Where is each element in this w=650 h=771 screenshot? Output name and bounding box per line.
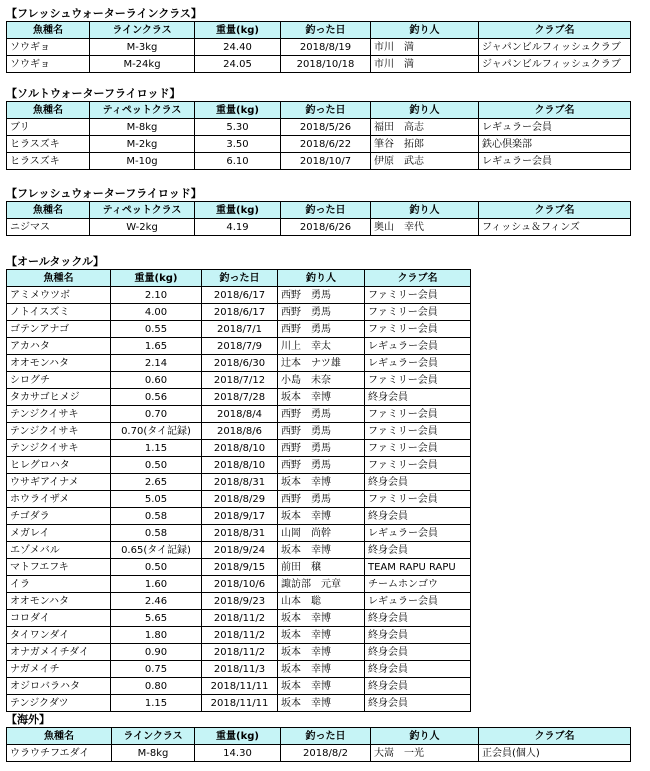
table-cell: 終身会員 — [365, 474, 471, 491]
table-row — [7, 627, 471, 644]
table-cell: 0.56 — [111, 389, 202, 406]
table-cell: ウラウチフエダイ — [7, 745, 112, 762]
table-cell: M-10g — [90, 153, 195, 170]
table-cell: 2018/6/17 — [202, 287, 278, 304]
table-cell: 2018/8/2 — [281, 745, 371, 762]
table-cell: M-24kg — [90, 56, 195, 73]
table-cell: 2018/8/31 — [202, 474, 278, 491]
table-cell: M-8kg — [112, 745, 195, 762]
header-date: 釣った日 — [202, 270, 278, 287]
header-date: 釣った日 — [281, 728, 371, 745]
table-cell: 0.58 — [111, 508, 202, 525]
table-cell: 1.60 — [111, 576, 202, 593]
table-cell: 2018/8/19 — [281, 39, 371, 56]
table-cell: 坂本 幸博 — [278, 661, 365, 678]
table-cell: ホウライザメ — [7, 491, 111, 508]
table-row — [7, 457, 471, 474]
table-cell: M-8kg — [90, 119, 195, 136]
table-cell: ファミリー会員 — [365, 491, 471, 508]
table-cell: 0.58 — [111, 525, 202, 542]
table-cell: 坂本 幸博 — [278, 474, 365, 491]
table-cell: 西野 勇馬 — [278, 321, 365, 338]
table-cell: 西野 勇馬 — [278, 406, 365, 423]
table-cell: 0.90 — [111, 644, 202, 661]
table-header-row — [7, 270, 471, 287]
table-cell: 坂本 幸博 — [278, 695, 365, 712]
table-cell: ナガメイチ — [7, 661, 111, 678]
table-cell: ノトイスズミ — [7, 304, 111, 321]
table-row — [7, 542, 471, 559]
table-cell: 2018/11/11 — [202, 678, 278, 695]
table-cell: ジャパンビルフィッシュクラブ — [479, 56, 631, 73]
table-row — [7, 136, 631, 153]
table-cell: 坂本 幸博 — [278, 389, 365, 406]
table-cell: 2018/11/2 — [202, 627, 278, 644]
table-cell: TEAM RAPU RAPU — [365, 559, 471, 576]
records-table — [6, 21, 631, 73]
section-title: 【オールタックル】 — [6, 255, 105, 268]
table-cell: チームホンゴウ — [365, 576, 471, 593]
section-saltwater-fly-rod — [6, 86, 631, 170]
table-cell: 正会員(個人) — [479, 745, 631, 762]
records-table — [6, 201, 631, 236]
table-cell: 1.15 — [111, 695, 202, 712]
table-cell: 2018/6/22 — [281, 136, 371, 153]
table-cell: ファミリー会員 — [365, 304, 471, 321]
table-cell: 坂本 幸博 — [278, 644, 365, 661]
header-weight: 重量(kg) — [111, 270, 202, 287]
table-cell: 0.80 — [111, 678, 202, 695]
header-species: 魚種名 — [7, 22, 90, 39]
table-cell: 4.00 — [111, 304, 202, 321]
table-header-row — [7, 728, 631, 745]
header-date: 釣った日 — [281, 202, 371, 219]
table-cell: ヒラスズキ — [7, 136, 90, 153]
table-cell: 24.40 — [195, 39, 281, 56]
table-cell: 2.14 — [111, 355, 202, 372]
table-cell: ニジマス — [7, 219, 90, 236]
table-cell: ソウギョ — [7, 39, 90, 56]
table-cell: 2018/11/3 — [202, 661, 278, 678]
table-cell: 西野 勇馬 — [278, 287, 365, 304]
table-cell: ヒラスズキ — [7, 153, 90, 170]
table-cell: M-2kg — [90, 136, 195, 153]
header-weight: 重量(kg) — [195, 102, 281, 119]
table-cell: 2018/8/10 — [202, 457, 278, 474]
table-row — [7, 745, 631, 762]
table-row — [7, 389, 471, 406]
table-cell: 坂本 幸博 — [278, 610, 365, 627]
table-cell: タカサゴヒメジ — [7, 389, 111, 406]
table-cell: オオモンハタ — [7, 593, 111, 610]
table-row — [7, 661, 471, 678]
header-angler: 釣り人 — [278, 270, 365, 287]
table-cell: 2018/9/23 — [202, 593, 278, 610]
table-cell: 0.65(タイ記録) — [111, 542, 202, 559]
table-row — [7, 593, 471, 610]
table-cell: ブリ — [7, 119, 90, 136]
table-cell: 5.65 — [111, 610, 202, 627]
table-cell: エゾメバル — [7, 542, 111, 559]
table-cell: 2018/11/2 — [202, 610, 278, 627]
table-row — [7, 406, 471, 423]
header-date: 釣った日 — [281, 22, 371, 39]
header-species: 魚種名 — [7, 728, 112, 745]
table-cell: 2018/8/4 — [202, 406, 278, 423]
table-cell: 坂本 幸博 — [278, 678, 365, 695]
table-row — [7, 678, 471, 695]
table-cell: 2.65 — [111, 474, 202, 491]
table-cell: 0.70(タイ記録) — [111, 423, 202, 440]
table-cell: 2018/5/26 — [281, 119, 371, 136]
table-row — [7, 644, 471, 661]
table-cell: 2.46 — [111, 593, 202, 610]
table-header-row — [7, 202, 631, 219]
table-row — [7, 440, 471, 457]
table-cell: テンジクイサキ — [7, 423, 111, 440]
table-cell: 市川 満 — [371, 39, 479, 56]
header-line-class: ラインクラス — [112, 728, 195, 745]
table-cell: 14.30 — [195, 745, 281, 762]
table-cell: 2018/6/26 — [281, 219, 371, 236]
table-cell: 終身会員 — [365, 644, 471, 661]
section-all-tackle — [6, 254, 471, 712]
table-cell: 山本 聡 — [278, 593, 365, 610]
table-cell: M-3kg — [90, 39, 195, 56]
table-cell: 2018/8/6 — [202, 423, 278, 440]
table-cell: 0.50 — [111, 559, 202, 576]
table-cell: 2018/10/18 — [281, 56, 371, 73]
table-cell: 終身会員 — [365, 389, 471, 406]
table-cell: ファミリー会員 — [365, 321, 471, 338]
table-cell: 西野 勇馬 — [278, 423, 365, 440]
table-cell: ウサギアイナメ — [7, 474, 111, 491]
table-cell: ジャパンビルフィッシュクラブ — [479, 39, 631, 56]
table-cell: レギュラー会員 — [365, 355, 471, 372]
table-header-row — [7, 102, 631, 119]
table-cell: 終身会員 — [365, 695, 471, 712]
table-cell: 終身会員 — [365, 627, 471, 644]
table-cell: フィッシュ＆フィンズ — [479, 219, 631, 236]
header-weight: 重量(kg) — [195, 728, 281, 745]
table-cell: 2018/11/11 — [202, 695, 278, 712]
table-cell: 2.10 — [111, 287, 202, 304]
table-cell: ファミリー会員 — [365, 372, 471, 389]
table-cell: 2018/6/30 — [202, 355, 278, 372]
table-row — [7, 474, 471, 491]
table-cell: 鉄心倶楽部 — [479, 136, 631, 153]
table-cell: 2018/8/29 — [202, 491, 278, 508]
header-club: クラブ名 — [479, 102, 631, 119]
section-title: 【フレッシュウォーターフライロッド】 — [6, 187, 202, 200]
records-table — [6, 269, 471, 712]
header-angler: 釣り人 — [371, 202, 479, 219]
table-cell: 山岡 尚幹 — [278, 525, 365, 542]
header-species: 魚種名 — [7, 102, 90, 119]
header-club: クラブ名 — [479, 728, 631, 745]
table-row — [7, 610, 471, 627]
table-cell: 辻本 ナツ雄 — [278, 355, 365, 372]
table-row — [7, 338, 471, 355]
table-row — [7, 559, 471, 576]
table-cell: 西野 勇馬 — [278, 457, 365, 474]
table-cell: テンジクイサキ — [7, 440, 111, 457]
table-row — [7, 355, 471, 372]
table-cell: W-2kg — [90, 219, 195, 236]
table-cell: ファミリー会員 — [365, 457, 471, 474]
table-cell: 2018/11/2 — [202, 644, 278, 661]
table-cell: テンジクイサキ — [7, 406, 111, 423]
table-cell: テンジクダツ — [7, 695, 111, 712]
table-cell: 終身会員 — [365, 610, 471, 627]
header-angler: 釣り人 — [371, 102, 479, 119]
section-title: 【海外】 — [6, 713, 50, 726]
header-weight: 重量(kg) — [195, 22, 281, 39]
table-cell: 奥山 幸代 — [371, 219, 479, 236]
table-cell: 西野 勇馬 — [278, 304, 365, 321]
table-cell: 終身会員 — [365, 678, 471, 695]
table-cell: ソウギョ — [7, 56, 90, 73]
table-cell: 1.80 — [111, 627, 202, 644]
table-cell: 小島 未奈 — [278, 372, 365, 389]
table-cell: 1.15 — [111, 440, 202, 457]
records-table — [6, 101, 631, 170]
table-cell: 伊原 武志 — [371, 153, 479, 170]
table-cell: 2018/6/17 — [202, 304, 278, 321]
table-row — [7, 372, 471, 389]
header-club: クラブ名 — [479, 202, 631, 219]
table-cell: コロダイ — [7, 610, 111, 627]
table-cell: 5.30 — [195, 119, 281, 136]
table-cell: 西野 勇馬 — [278, 491, 365, 508]
header-date: 釣った日 — [281, 102, 371, 119]
table-cell: ファミリー会員 — [365, 423, 471, 440]
section-title: 【ソルトウォーターフライロッド】 — [6, 87, 181, 100]
table-cell: メガレイ — [7, 525, 111, 542]
table-cell: 0.55 — [111, 321, 202, 338]
table-cell: ヒレグロハタ — [7, 457, 111, 474]
table-cell: ファミリー会員 — [365, 406, 471, 423]
table-cell: 2018/8/31 — [202, 525, 278, 542]
header-tippet-class: ティペットクラス — [90, 102, 195, 119]
table-row — [7, 695, 471, 712]
table-cell: 2018/10/7 — [281, 153, 371, 170]
table-cell: 坂本 幸博 — [278, 627, 365, 644]
table-cell: オオモンハタ — [7, 355, 111, 372]
table-cell: 市川 満 — [371, 56, 479, 73]
table-cell: 5.05 — [111, 491, 202, 508]
table-cell: 福田 高志 — [371, 119, 479, 136]
table-cell: アミメウツボ — [7, 287, 111, 304]
table-cell: オナガメイチダイ — [7, 644, 111, 661]
header-species: 魚種名 — [7, 202, 90, 219]
table-cell: 0.70 — [111, 406, 202, 423]
table-cell: 3.50 — [195, 136, 281, 153]
header-weight: 重量(kg) — [195, 202, 281, 219]
table-cell: 坂本 幸博 — [278, 542, 365, 559]
table-row — [7, 423, 471, 440]
table-cell: 2018/7/28 — [202, 389, 278, 406]
section-freshwater-line-class — [6, 6, 631, 73]
table-row — [7, 119, 631, 136]
table-cell: 終身会員 — [365, 542, 471, 559]
table-cell: 前田 穣 — [278, 559, 365, 576]
table-cell: 2018/9/17 — [202, 508, 278, 525]
table-cell: レギュラー会員 — [365, 338, 471, 355]
header-angler: 釣り人 — [371, 22, 479, 39]
section-overseas — [6, 712, 631, 762]
table-cell: レギュラー会員 — [365, 593, 471, 610]
table-cell: 1.65 — [111, 338, 202, 355]
table-row — [7, 525, 471, 542]
records-table — [6, 727, 631, 762]
table-row — [7, 491, 471, 508]
table-row — [7, 287, 471, 304]
header-tippet-class: ティペットクラス — [90, 202, 195, 219]
table-cell: 0.50 — [111, 457, 202, 474]
table-cell: 0.60 — [111, 372, 202, 389]
section-title: 【フレッシュウォーターラインクラス】 — [6, 7, 202, 20]
table-cell: マトフエフキ — [7, 559, 111, 576]
table-cell: 2018/7/9 — [202, 338, 278, 355]
table-row — [7, 56, 631, 73]
table-cell: 終身会員 — [365, 508, 471, 525]
table-cell: 2018/9/24 — [202, 542, 278, 559]
table-row — [7, 219, 631, 236]
table-cell: 終身会員 — [365, 661, 471, 678]
header-club: クラブ名 — [479, 22, 631, 39]
header-club: クラブ名 — [365, 270, 471, 287]
header-angler: 釣り人 — [371, 728, 479, 745]
table-cell: 大嵩 一光 — [371, 745, 479, 762]
table-cell: レギュラー会員 — [479, 153, 631, 170]
table-row — [7, 321, 471, 338]
table-cell: 6.10 — [195, 153, 281, 170]
table-cell: アカハタ — [7, 338, 111, 355]
table-cell: 2018/8/10 — [202, 440, 278, 457]
table-header-row — [7, 22, 631, 39]
table-cell: ファミリー会員 — [365, 287, 471, 304]
header-line-class: ラインクラス — [90, 22, 195, 39]
table-cell: 筆谷 拓郎 — [371, 136, 479, 153]
table-cell: オジロバラハタ — [7, 678, 111, 695]
table-row — [7, 508, 471, 525]
table-cell: 2018/7/1 — [202, 321, 278, 338]
table-row — [7, 39, 631, 56]
table-row — [7, 304, 471, 321]
table-cell: 諏訪部 元章 — [278, 576, 365, 593]
table-cell: 2018/10/6 — [202, 576, 278, 593]
table-row — [7, 153, 631, 170]
section-freshwater-fly-rod — [6, 186, 631, 236]
table-cell: 2018/7/12 — [202, 372, 278, 389]
table-cell: 0.75 — [111, 661, 202, 678]
table-cell: ゴテンアナゴ — [7, 321, 111, 338]
table-cell: チゴダラ — [7, 508, 111, 525]
table-cell: タイワンダイ — [7, 627, 111, 644]
table-cell: シログチ — [7, 372, 111, 389]
header-species: 魚種名 — [7, 270, 111, 287]
table-cell: 2018/9/15 — [202, 559, 278, 576]
table-cell: レギュラー会員 — [365, 525, 471, 542]
table-cell: 24.05 — [195, 56, 281, 73]
table-cell: 坂本 幸博 — [278, 508, 365, 525]
table-cell: イラ — [7, 576, 111, 593]
table-cell: ファミリー会員 — [365, 440, 471, 457]
table-cell: レギュラー会員 — [479, 119, 631, 136]
table-cell: 西野 勇馬 — [278, 440, 365, 457]
table-row — [7, 576, 471, 593]
table-cell: 4.19 — [195, 219, 281, 236]
table-cell: 川上 幸太 — [278, 338, 365, 355]
